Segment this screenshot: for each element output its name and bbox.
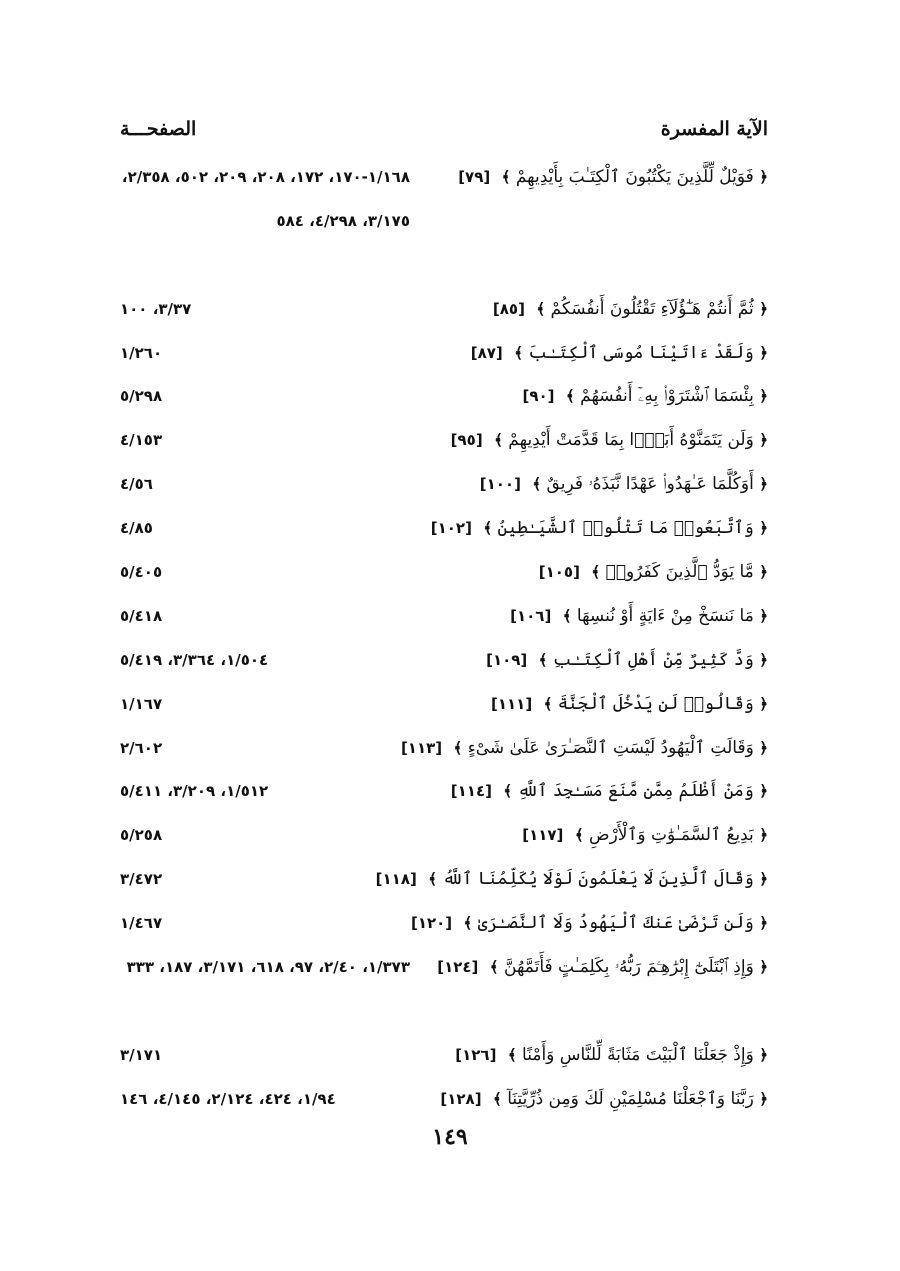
open-bracket: ﴿: [759, 650, 768, 669]
open-bracket: ﴿: [759, 1045, 768, 1064]
ayah-text: أَوَكُلَّمَا عَـٰهَدُوا۟ عَهْدًا نَّبَذَهُۥ فَرِيقٌ: [546, 474, 754, 495]
index-rows: [120, 160, 768, 1126]
page-refs: ٥/٢٩٨: [120, 387, 163, 406]
ayah-text: مَا نَنسَخْ مِنْ ءَايَةٍ أَوْ نُنسِهَا: [576, 605, 754, 626]
page-refs: ١/١٦٨-١٧٠، ١٧٢، ٢٠٨، ٢٠٩، ٥٠٢، ٢/٣٥٨، ٣/١٧٥، ٤/٢٩٨، ٥٨٤: [121, 168, 410, 230]
page-refs: ٥/٤١٨: [120, 606, 163, 625]
ayah-text: ثُمَّ أَنتُمْ هَـٰٓؤُلَآءِ تَقْتُلُونَ أَنفُسَكُمْ: [550, 298, 754, 319]
index-row: [120, 1082, 768, 1126]
close-bracket: ﴾: [543, 694, 553, 713]
page-refs: ١/٥٠٤، ٣/٣٦٤، ٥/٤١٩: [120, 650, 269, 669]
ayah-text: وَمَنْ أَظْلَمُ مِمَّن مَّنَعَ مَسَـٰجِدَ ٱللَّهِ: [517, 781, 754, 802]
ayah-text: فَوَيْلٌ لِّلَّذِينَ يَكْتُبُونَ ٱلْكِتَـٰبَ بِأَيْدِيهِمْ: [515, 167, 754, 187]
open-bracket: ﴿: [759, 870, 768, 889]
page-refs: ١/٥١٢، ٣/٢٠٩، ٥/٤١١: [120, 782, 269, 801]
page-refs: ٤/٥٦: [120, 475, 153, 494]
index-row: [120, 160, 768, 292]
index-row: [120, 731, 768, 775]
close-bracket: ﴾: [463, 914, 473, 933]
ayah-number: [١٠٦]: [510, 606, 552, 625]
page-refs: ٣/٣٧، ١٠٠: [120, 299, 192, 318]
page-refs: ٥/٢٥٨: [120, 826, 163, 845]
ayah-number: [٨٥]: [492, 299, 525, 318]
ayah-cell: [437, 956, 768, 978]
page-refs: ٥/٤٠٥: [120, 563, 163, 582]
ayah-text: بِئْسَمَا ٱشْتَرَوْا۟ بِهِۦٓ أَنفُسَهُمْ: [580, 386, 754, 407]
close-bracket: ﴾: [489, 958, 499, 977]
open-bracket: ﴿: [759, 168, 768, 186]
ayah-text: وَقَالَتِ ٱلْيَهُودُ لَيْسَتِ ٱلنَّصَـٰرَىٰ عَلَىٰ شَىْءٍ: [467, 737, 754, 758]
close-bracket: ﴾: [507, 1045, 517, 1064]
ayah-number: [١٠٩]: [486, 650, 528, 669]
ayah-cell: [539, 561, 768, 583]
ayah-number: [١٠٥]: [538, 563, 580, 582]
open-bracket: ﴿: [759, 343, 768, 362]
page-refs: ٢/٦٠٢: [120, 738, 163, 757]
ayah-cell: [455, 1044, 768, 1066]
open-bracket: ﴿: [759, 606, 768, 625]
close-bracket: ﴾: [492, 1089, 502, 1108]
open-bracket: ﴿: [759, 958, 768, 977]
index-row: [120, 555, 768, 599]
ayah-text: وَقَالَ ٱلَّذِينَ لَا يَعْلَمُونَ لَوْلَا يُكَلِّمُنَا ٱللَّهُ: [442, 869, 754, 890]
index-row: [120, 336, 768, 380]
ayah-cell: [510, 605, 768, 627]
index-row: [120, 292, 768, 336]
ayah-number: [١١٣]: [400, 738, 443, 757]
close-bracket: ﴾: [538, 650, 548, 669]
ayah-number: [١١٧]: [522, 826, 564, 845]
index-row: [120, 423, 768, 467]
ayah-text: مَّا يَوَدُّ ٱلَّذِينَ كَفَرُوا۟: [605, 562, 754, 583]
page-refs: ٤/١٥٣: [120, 431, 163, 450]
index-row: [120, 643, 768, 687]
ayah-cell: [411, 912, 768, 934]
ayah-number: [٨٧]: [470, 343, 503, 362]
ayah-text: وَلَن تَرْضَىٰ عَنكَ ٱلْيَهُودُ وَلَا ٱلنَّصَـٰرَىٰ: [477, 913, 754, 934]
header-ayah-column: الآية المفسرة: [660, 118, 768, 140]
ayah-text: وَدَّ كَثِيرٌ مِّنْ أَهْلِ ٱلْكِتَـٰبِ: [552, 649, 754, 670]
ayah-text: وَإِذِ ٱبْتَلَىٰٓ إِبْرَٰهِـۧمَ رَبُّهُۥ بِكَلِمَـٰتٍ فَأَتَمَّهُنَّ: [504, 957, 754, 978]
index-row: [120, 906, 768, 950]
ayah-number: [١٢٤]: [437, 958, 479, 977]
ayah-number: [١٢٠]: [410, 914, 453, 933]
close-bracket: ﴾: [494, 431, 503, 450]
open-bracket: ﴿: [759, 387, 768, 406]
ayah-text: وَإِذْ جَعَلْنَا ٱلْبَيْتَ مَثَابَةً لِّلنَّاسِ وَأَمْنًا: [522, 1044, 754, 1065]
close-bracket: ﴾: [514, 343, 523, 362]
ayah-cell: [471, 342, 768, 364]
ayah-text: وَقَالُوا۟ لَن يَدْخُلَ ٱلْجَنَّةَ: [557, 693, 754, 714]
close-bracket: ﴾: [562, 606, 572, 625]
close-bracket: ﴾: [503, 782, 513, 801]
ayah-cell: [451, 429, 768, 451]
close-bracket: ﴾: [428, 870, 438, 889]
close-bracket: ﴾: [536, 299, 546, 318]
close-bracket: ﴾: [565, 387, 575, 406]
ayah-cell: [522, 385, 768, 407]
header-page-column: الصفحـــة: [120, 118, 197, 140]
ayah-number: [١١٨]: [375, 870, 417, 889]
page-refs: ٤/٨٥: [120, 519, 153, 538]
close-bracket: ﴾: [574, 826, 584, 845]
open-bracket: ﴿: [759, 694, 768, 713]
open-bracket: ﴿: [759, 738, 768, 757]
page-refs: ١/٤٦٧: [120, 914, 163, 933]
ayah-number: [١٢٨]: [440, 1089, 482, 1108]
ayah-text: وَلَقَدْ ءَاتَيْنَا مُوسَى ٱلْكِتَـٰبَ: [528, 342, 754, 363]
table-header: [120, 118, 768, 148]
index-row: [120, 511, 768, 555]
open-bracket: ﴿: [759, 914, 768, 933]
ayah-cell: [376, 868, 768, 890]
ayah-cell: [440, 1088, 768, 1110]
ayah-number: [١٠٠]: [479, 475, 521, 494]
ayah-cell: [431, 517, 768, 539]
ayah-number: [٩٠]: [522, 387, 555, 406]
ayah-cell: [491, 693, 768, 715]
ayah-text: رَبَّنَا وَٱجْعَلْنَا مُسْلِمَيْنِ لَكَ وَمِن ذُرِّيَّتِنَآ: [507, 1088, 754, 1109]
open-bracket: ﴿: [759, 299, 768, 318]
page-refs: ١/١٦٧: [120, 694, 163, 713]
ayah-cell: [451, 780, 768, 802]
open-bracket: ﴿: [759, 1089, 768, 1108]
open-bracket: ﴿: [759, 431, 768, 450]
index-row: [120, 467, 768, 511]
page-refs: ٣/٤٧٢: [120, 870, 163, 889]
index-row: [120, 1038, 768, 1082]
close-bracket: ﴾: [483, 519, 493, 538]
open-bracket: ﴿: [759, 563, 768, 582]
index-row: [120, 862, 768, 906]
page-refs: ١/٩٤، ٤٢٤، ٢/١٢٤، ٤/١٤٥، ١٤٦: [120, 1089, 336, 1108]
ayah-number: [١٢٦]: [455, 1045, 497, 1064]
close-bracket: ﴾: [591, 563, 601, 582]
open-bracket: ﴿: [759, 826, 768, 845]
close-bracket: ﴾: [501, 168, 511, 186]
close-bracket: ﴾: [532, 475, 542, 494]
ayah-number: [١١٤]: [450, 782, 492, 801]
ayah-cell: [480, 473, 768, 495]
ayah-text: وَٱتَّبَعُوا۟ مَا تَتْلُوا۟ ٱلشَّيَـٰطِينُ: [497, 518, 754, 539]
ayah-text: بَدِيعُ ٱلسَّمَـٰوَٰتِ وَٱلْأَرْضِ: [589, 825, 754, 846]
index-row: [120, 774, 768, 818]
index-row: [120, 950, 768, 1038]
ayah-number: [٩٥]: [450, 431, 483, 450]
ayah-number: [١١١]: [491, 694, 533, 713]
index-row: [120, 379, 768, 423]
open-bracket: ﴿: [759, 782, 768, 801]
ayah-text: وَلَن يَتَمَنَّوْهُ أَبَدًۢا بِمَا قَدَّمَتْ أَيْدِيهِمْ: [508, 430, 754, 451]
index-row: [120, 599, 768, 643]
index-row: [120, 687, 768, 731]
open-bracket: ﴿: [759, 475, 768, 494]
index-row: [120, 818, 768, 862]
ayah-number: [٧٩]: [458, 168, 491, 186]
ayah-cell: [401, 737, 768, 759]
ayah-cell: [458, 166, 768, 188]
page-refs: ١/٢٦٠: [120, 343, 163, 362]
page-refs: ٣/١٧١: [120, 1045, 163, 1064]
ayah-cell: [522, 824, 768, 846]
ayah-cell: [493, 298, 768, 320]
ayah-number: [١٠٢]: [430, 519, 472, 538]
open-bracket: ﴿: [759, 519, 768, 538]
close-bracket: ﴾: [453, 738, 463, 757]
page-number: ١٤٩: [432, 1124, 468, 1150]
ayah-cell: [486, 649, 768, 671]
page-refs: ١/٣٧٣، ٢/٤٠، ٩٧، ٦١٨، ٣/١٧١، ١٨٧، ٣٣٣: [126, 958, 410, 977]
